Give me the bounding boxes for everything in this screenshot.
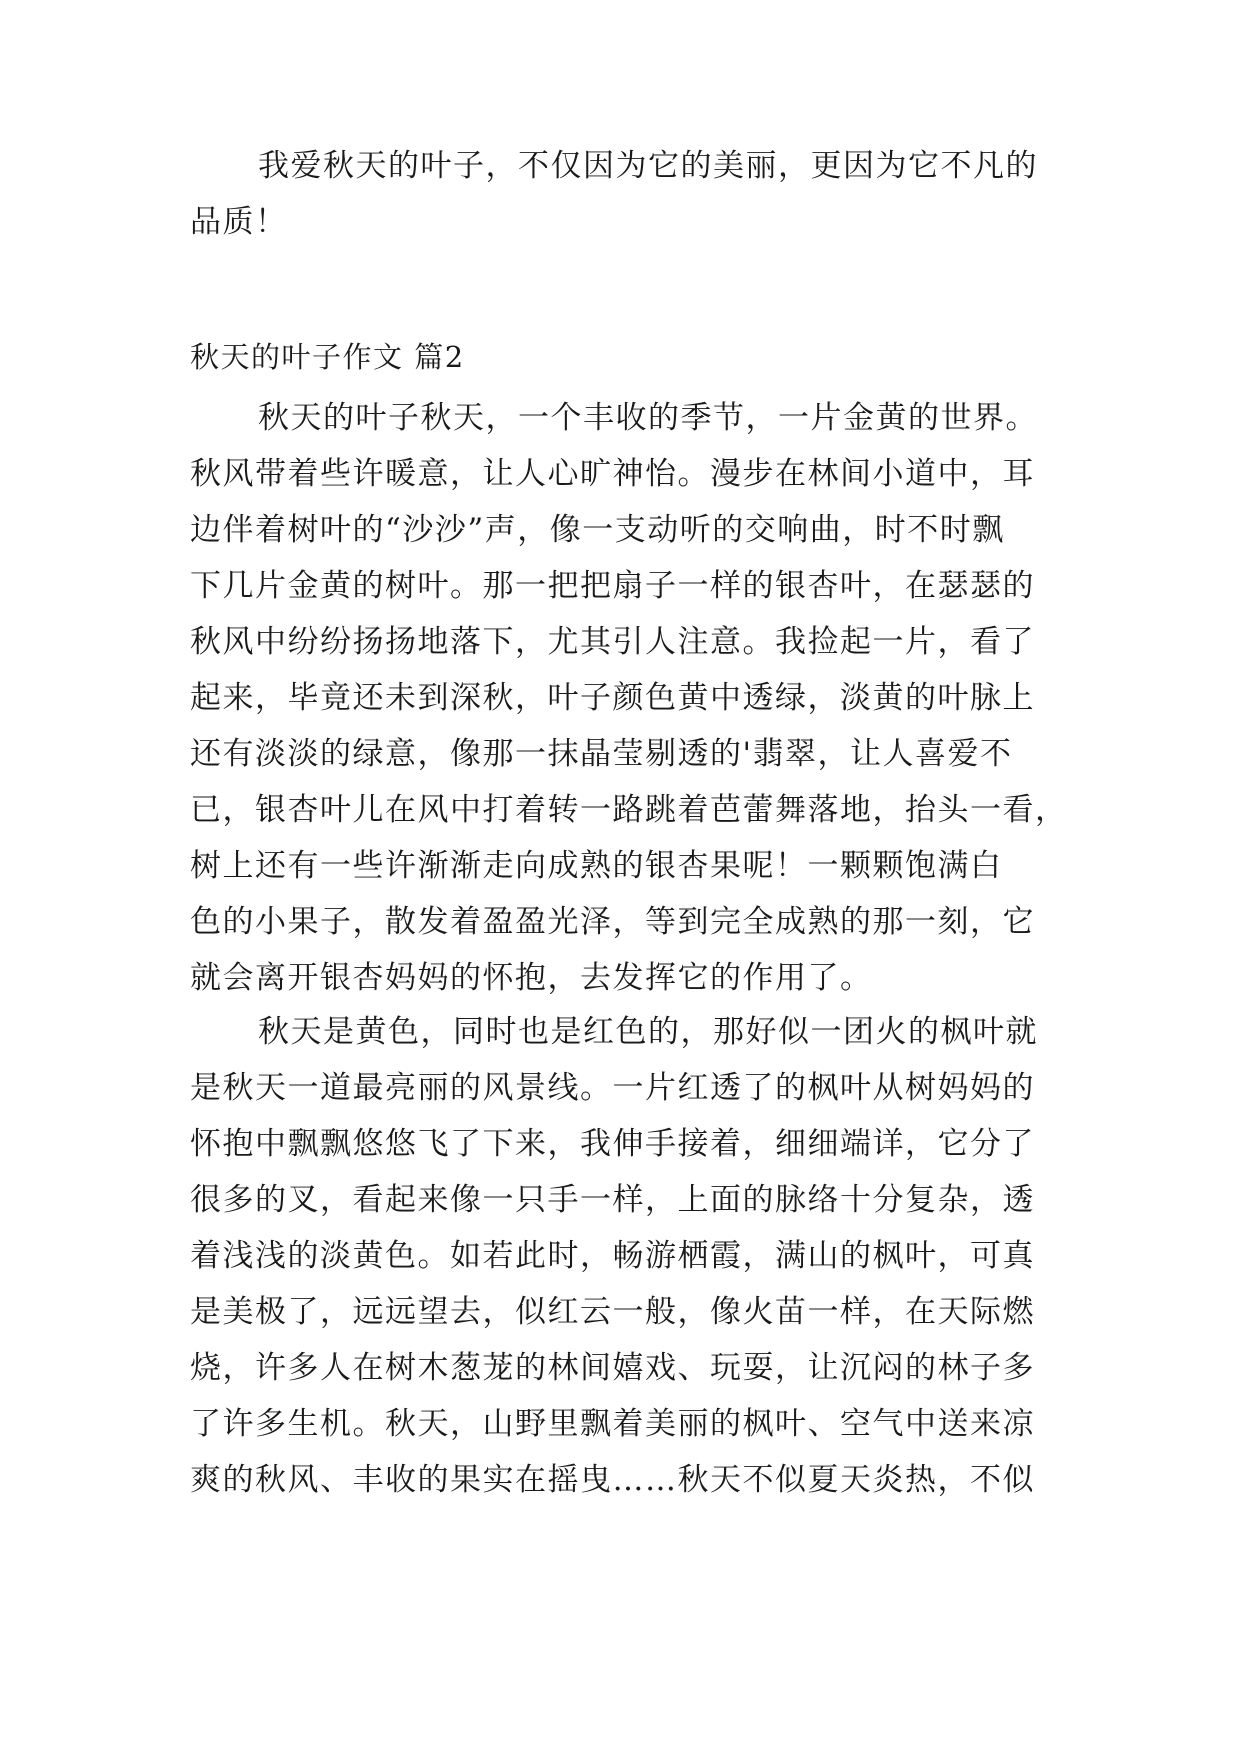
paragraph-line: 怀抱中飘飘悠悠飞了下来，我伸手接着，细细端详，它分了 — [190, 1126, 1035, 1162]
paragraph-line: 品质！ — [190, 204, 288, 240]
paragraph-line: 已，银杏叶儿在风中打着转一路跳着芭蕾舞落地，抬头一看， — [190, 792, 1068, 828]
paragraph-line: 秋风中纷纷扬扬地落下，尤其引人注意。我捡起一片，看了 — [190, 624, 1035, 660]
paragraph-line: 边伴着树叶的“沙沙”声，像一支动听的交响曲，时不时飘 — [190, 512, 1005, 548]
paragraph-line: 色的小果子，散发着盈盈光泽，等到完全成熟的那一刻，它 — [190, 904, 1035, 940]
paragraph-line: 着浅浅的淡黄色。如若此时，畅游栖霞，满山的枫叶，可真 — [190, 1238, 1035, 1274]
paragraph-line: 是秋天一道最亮丽的风景线。一片红透了的枫叶从树妈妈的 — [190, 1070, 1035, 1106]
paragraph-line: 就会离开银杏妈妈的怀抱，去发挥它的作用了。 — [190, 960, 873, 996]
paragraph-line: 还有淡淡的绿意，像那一抹晶莹剔透的'翡翠，让人喜爱不 — [190, 736, 1013, 772]
paragraph-1 — [190, 138, 1050, 250]
paragraph-line: 秋风带着些许暖意，让人心旷神怡。漫步在林间小道中，耳 — [190, 456, 1035, 492]
paragraph-line: 我爱秋天的叶子，不仅因为它的美丽，更因为它不凡的 — [258, 148, 1038, 184]
paragraph-line: 了许多生机。秋天，山野里飘着美丽的枫叶、空气中送来凉 — [190, 1406, 1035, 1442]
section-title — [190, 329, 1050, 385]
paragraph-line: 树上还有一些许渐渐走向成熟的银杏果呢！一颗颗饱满白 — [190, 848, 1003, 884]
paragraph-line: 很多的叉，看起来像一只手一样，上面的脉络十分复杂，透 — [190, 1182, 1035, 1218]
paragraph-line: 是美极了，远远望去，似红云一般，像火苗一样，在天际燃 — [190, 1294, 1035, 1330]
paragraph-line: 烧，许多人在树木葱茏的林间嬉戏、玩耍，让沉闷的林子多 — [190, 1350, 1035, 1386]
paragraph-2 — [190, 390, 1068, 1006]
paragraph-3 — [190, 1004, 1050, 1508]
paragraph-line: 下几片金黄的树叶。那一把把扇子一样的银杏叶，在瑟瑟的 — [190, 568, 1035, 604]
section-title-text: 秋天的叶子作文 篇2 — [190, 340, 465, 374]
paragraph-line: 起来，毕竟还未到深秋，叶子颜色黄中透绿，淡黄的叶脉上 — [190, 680, 1035, 716]
paragraph-line: 秋天是黄色，同时也是红色的，那好似一团火的枫叶就 — [258, 1014, 1038, 1050]
paragraph-line: 爽的秋风、丰收的果实在摇曳……秋天不似夏天炎热，不似 — [190, 1462, 1035, 1498]
paragraph-line: 秋天的叶子秋天，一个丰收的季节，一片金黄的世界。 — [258, 400, 1038, 436]
